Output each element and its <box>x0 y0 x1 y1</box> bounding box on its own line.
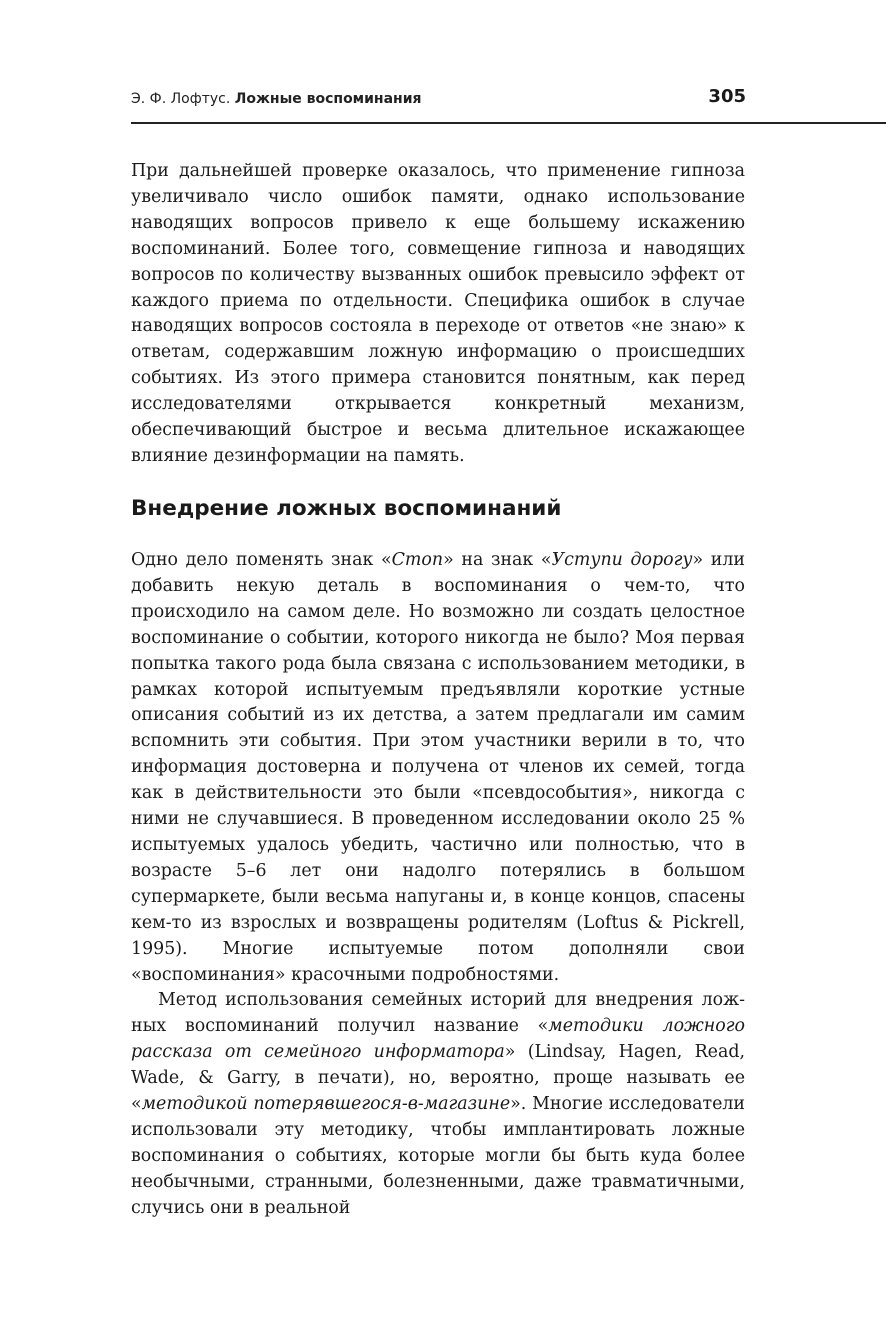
running-head-title: Ложные воспоминания <box>234 91 422 107</box>
italic-stop-sign: Стоп <box>391 550 444 570</box>
paragraph-pseudo-events: Одно дело поменять знак «Стоп» на знак «Уступи дорогу» или добавить некую деталь в воспоминания о чем-то, что происходило на самом деле. Но возможно ли создать целостное воспоминание о событии, которого никогда не было? Моя первая попытка такого рода была связана с использованием методики, в рамках которой испытуемым предъявляли короткие устные описания событий из их детства, а затем предлагали им самим вспомнить эти события. При этом участники верили в то, что информация достоверна и получена от членов их семей, тогда как в действительности это были «псевдособытия», никогда с ними не случавшиеся. В проведенном исследовании около 25 % испытуемых удалось убедить, частично или полностью, что в возрасте 5–6 лет они надолго потерялись в большом супермаркете, были весьма напуганы и, в конце концов, спасены кем-то из взрослых и возвращены родителям (Loftus & Pickrell, 1995). Многие испытуемые потом дополняли свои «воспоминания» красочными подробностями. <box>131 550 745 985</box>
body-text-section <box>131 548 745 1222</box>
section-heading: Внедрение ложных воспоминаний <box>131 496 562 521</box>
page-number: 305 <box>708 86 746 107</box>
running-head-author: Э. Ф. Лофтус. <box>131 91 231 107</box>
italic-lost-in-mall: методикой потерявшегося-в-магазине <box>141 1094 511 1115</box>
header-rule <box>131 122 886 124</box>
italic-yield-sign: Уступи дорогу <box>551 550 693 570</box>
running-head <box>131 86 746 112</box>
body-text-top <box>131 159 745 470</box>
paragraph-lost-in-mall: Метод использования семейных историй для внедрения ложных воспоминаний получил название «методики ложного рассказа от семейного информатора» (Lindsay, Hagen, Read, Wade, & Garry, в печати), но, вероятно, проще называть ее «методикой потерявшегося-в-магазине». Многие исследователи использовали эту методику, чтобы имплантировать ложные воспоминания о событиях, которые могли бы быть куда более необычными, странными, болезненными, даже травматичными, случись они в реальной <box>131 990 746 1218</box>
italic-method-name: методики ложного рассказа от семейного информатора <box>131 1016 745 1063</box>
paragraph-hypnosis: При дальнейшей проверке оказалось, что применение гипноза увеличивало число ошибок памяти, однако использование наводящих вопросов привело к еще большему искажению воспоминаний. Более того, совмещение гипноза и наводящих вопросов по количеству вызванных ошибок превысило эффект от каждого приема по отдельности. Специфика ошибок в случае наводящих вопросов состояла в переходе от ответов «не знаю» к ответам, содержавшим ложную информацию о происшедших событиях. Из этого примера становится понятным, как перед исследователями открывается конкретный механизм, обеспечивающий быстрое и весьма длительное искажающее влияние дезинформации на память. <box>131 161 745 466</box>
